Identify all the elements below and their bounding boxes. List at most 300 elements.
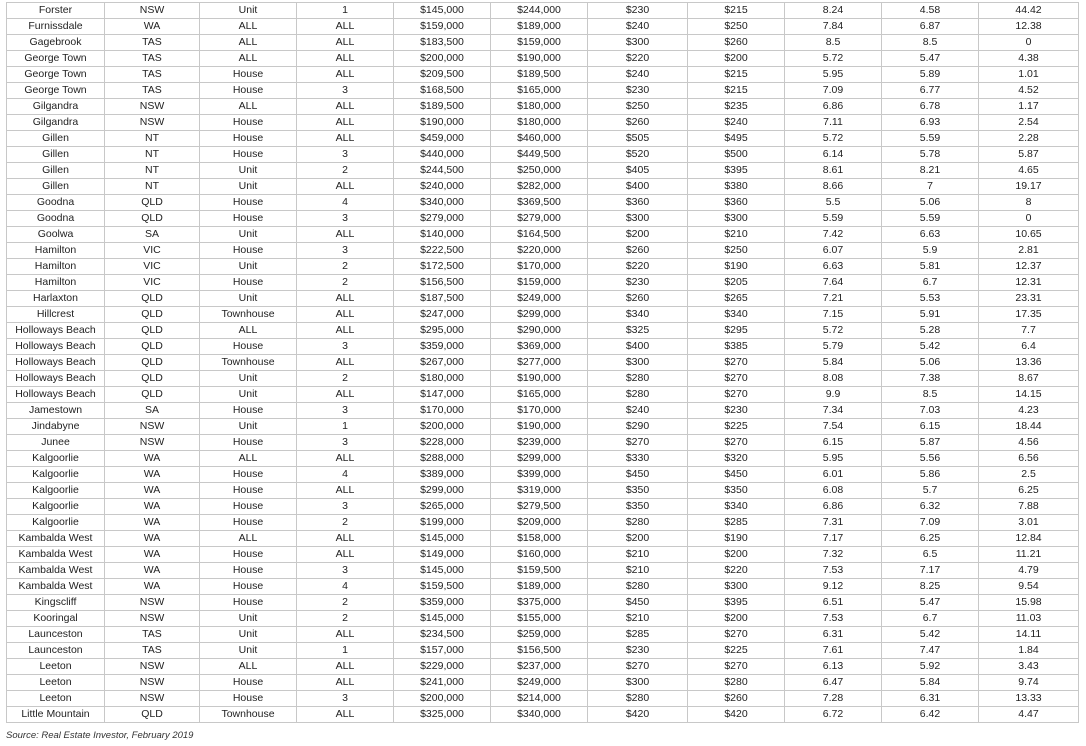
cell-yield-b: 8.5: [882, 387, 979, 403]
cell-state: NSW: [105, 435, 200, 451]
cell-property-type: House: [200, 563, 297, 579]
cell-property-type: House: [200, 675, 297, 691]
cell-median-price-a: $145,000: [394, 563, 491, 579]
cell-change: 4.65: [979, 163, 1079, 179]
table-row: [7, 323, 1079, 339]
cell-property-type: Townhouse: [200, 307, 297, 323]
cell-yield-a: 7.21: [785, 291, 882, 307]
cell-yield-a: 8.5: [785, 35, 882, 51]
cell-suburb: Forster: [7, 3, 105, 19]
cell-property-type: House: [200, 195, 297, 211]
cell-state: VIC: [105, 259, 200, 275]
cell-median-price-a: $187,500: [394, 291, 491, 307]
cell-rent-b: $225: [688, 643, 785, 659]
cell-yield-a: 6.01: [785, 467, 882, 483]
cell-median-price-a: $159,500: [394, 579, 491, 595]
cell-yield-a: 6.51: [785, 595, 882, 611]
cell-rent-a: $210: [588, 563, 688, 579]
cell-yield-a: 6.15: [785, 435, 882, 451]
cell-median-price-a: $149,000: [394, 547, 491, 563]
cell-median-price-a: $241,000: [394, 675, 491, 691]
cell-state: WA: [105, 531, 200, 547]
cell-bedrooms: 4: [297, 579, 394, 595]
cell-yield-a: 5.79: [785, 339, 882, 355]
cell-rent-b: $250: [688, 243, 785, 259]
cell-yield-a: 8.66: [785, 179, 882, 195]
cell-yield-b: 5.59: [882, 211, 979, 227]
cell-property-type: Unit: [200, 371, 297, 387]
table-row: [7, 83, 1079, 99]
cell-yield-b: 8.25: [882, 579, 979, 595]
cell-yield-b: 5.84: [882, 675, 979, 691]
data-table: [6, 2, 1079, 723]
cell-yield-a: 5.72: [785, 323, 882, 339]
cell-yield-a: 9.12: [785, 579, 882, 595]
cell-yield-b: 5.78: [882, 147, 979, 163]
cell-rent-b: $270: [688, 659, 785, 675]
cell-state: WA: [105, 467, 200, 483]
cell-bedrooms: 2: [297, 611, 394, 627]
cell-rent-a: $270: [588, 435, 688, 451]
cell-yield-b: 5.47: [882, 51, 979, 67]
table-row: [7, 307, 1079, 323]
cell-rent-a: $270: [588, 659, 688, 675]
cell-rent-a: $250: [588, 99, 688, 115]
cell-rent-b: $200: [688, 51, 785, 67]
cell-state: TAS: [105, 627, 200, 643]
cell-bedrooms: 2: [297, 371, 394, 387]
cell-yield-a: 8.08: [785, 371, 882, 387]
cell-property-type: House: [200, 339, 297, 355]
cell-suburb: George Town: [7, 67, 105, 83]
cell-bedrooms: ALL: [297, 179, 394, 195]
cell-bedrooms: 2: [297, 515, 394, 531]
cell-bedrooms: ALL: [297, 547, 394, 563]
cell-change: 6.56: [979, 451, 1079, 467]
cell-median-price-b: $170,000: [491, 403, 588, 419]
table-row: [7, 259, 1079, 275]
cell-rent-b: $380: [688, 179, 785, 195]
cell-change: 8.67: [979, 371, 1079, 387]
cell-rent-b: $320: [688, 451, 785, 467]
cell-yield-a: 7.34: [785, 403, 882, 419]
cell-rent-b: $200: [688, 547, 785, 563]
cell-rent-b: $285: [688, 515, 785, 531]
cell-rent-b: $270: [688, 627, 785, 643]
cell-change: 11.21: [979, 547, 1079, 563]
cell-state: NSW: [105, 595, 200, 611]
cell-state: WA: [105, 499, 200, 515]
cell-rent-a: $210: [588, 611, 688, 627]
cell-yield-b: 5.7: [882, 483, 979, 499]
cell-yield-b: 5.59: [882, 131, 979, 147]
cell-median-price-b: $156,500: [491, 643, 588, 659]
cell-state: QLD: [105, 355, 200, 371]
cell-rent-a: $400: [588, 179, 688, 195]
cell-rent-a: $240: [588, 67, 688, 83]
cell-yield-b: 5.87: [882, 435, 979, 451]
cell-median-price-a: $340,000: [394, 195, 491, 211]
cell-rent-b: $205: [688, 275, 785, 291]
cell-property-type: House: [200, 691, 297, 707]
cell-rent-b: $300: [688, 211, 785, 227]
cell-median-price-a: $156,500: [394, 275, 491, 291]
cell-rent-a: $280: [588, 387, 688, 403]
cell-state: QLD: [105, 195, 200, 211]
cell-state: WA: [105, 563, 200, 579]
cell-yield-b: 5.81: [882, 259, 979, 275]
cell-median-price-b: $158,000: [491, 531, 588, 547]
cell-median-price-a: $244,500: [394, 163, 491, 179]
cell-suburb: Holloways Beach: [7, 371, 105, 387]
cell-property-type: House: [200, 275, 297, 291]
cell-bedrooms: ALL: [297, 531, 394, 547]
cell-median-price-b: $159,000: [491, 35, 588, 51]
cell-rent-b: $495: [688, 131, 785, 147]
cell-property-type: Unit: [200, 387, 297, 403]
table-row: [7, 531, 1079, 547]
cell-change: 4.56: [979, 435, 1079, 451]
cell-yield-b: 7.09: [882, 515, 979, 531]
cell-median-price-b: $279,500: [491, 499, 588, 515]
cell-suburb: Leeton: [7, 659, 105, 675]
cell-rent-b: $210: [688, 227, 785, 243]
cell-change: 7.88: [979, 499, 1079, 515]
cell-bedrooms: 2: [297, 259, 394, 275]
data-table-container: [6, 2, 1078, 723]
cell-median-price-b: $259,000: [491, 627, 588, 643]
cell-median-price-b: $160,000: [491, 547, 588, 563]
cell-yield-a: 8.24: [785, 3, 882, 19]
cell-rent-a: $260: [588, 243, 688, 259]
cell-rent-b: $340: [688, 499, 785, 515]
cell-state: WA: [105, 547, 200, 563]
cell-bedrooms: ALL: [297, 35, 394, 51]
cell-yield-a: 6.08: [785, 483, 882, 499]
cell-state: WA: [105, 451, 200, 467]
table-row: [7, 547, 1079, 563]
table-row: [7, 435, 1079, 451]
cell-yield-a: 5.84: [785, 355, 882, 371]
cell-yield-a: 7.53: [785, 563, 882, 579]
cell-rent-b: $250: [688, 19, 785, 35]
cell-bedrooms: 4: [297, 195, 394, 211]
cell-bedrooms: ALL: [297, 115, 394, 131]
cell-bedrooms: ALL: [297, 659, 394, 675]
table-row: [7, 339, 1079, 355]
table-row: [7, 611, 1079, 627]
cell-suburb: Jindabyne: [7, 419, 105, 435]
cell-property-type: ALL: [200, 531, 297, 547]
cell-suburb: Kalgoorlie: [7, 467, 105, 483]
cell-state: TAS: [105, 83, 200, 99]
cell-state: NSW: [105, 611, 200, 627]
cell-property-type: Unit: [200, 227, 297, 243]
cell-state: QLD: [105, 211, 200, 227]
cell-change: 12.38: [979, 19, 1079, 35]
cell-rent-b: $215: [688, 83, 785, 99]
cell-rent-b: $270: [688, 371, 785, 387]
cell-rent-a: $360: [588, 195, 688, 211]
cell-median-price-a: $295,000: [394, 323, 491, 339]
cell-yield-a: 7.11: [785, 115, 882, 131]
cell-yield-a: 7.61: [785, 643, 882, 659]
cell-rent-b: $240: [688, 115, 785, 131]
cell-bedrooms: 2: [297, 275, 394, 291]
cell-state: VIC: [105, 275, 200, 291]
cell-property-type: ALL: [200, 19, 297, 35]
cell-yield-a: 7.32: [785, 547, 882, 563]
cell-rent-a: $230: [588, 643, 688, 659]
cell-change: 1.01: [979, 67, 1079, 83]
cell-bedrooms: 3: [297, 563, 394, 579]
cell-property-type: House: [200, 515, 297, 531]
cell-change: 4.38: [979, 51, 1079, 67]
cell-state: NSW: [105, 115, 200, 131]
cell-yield-b: 5.53: [882, 291, 979, 307]
cell-yield-b: 5.56: [882, 451, 979, 467]
cell-yield-b: 7: [882, 179, 979, 195]
cell-yield-a: 6.63: [785, 259, 882, 275]
cell-bedrooms: ALL: [297, 627, 394, 643]
cell-bedrooms: ALL: [297, 387, 394, 403]
cell-yield-b: 8.5: [882, 35, 979, 51]
cell-yield-a: 5.72: [785, 131, 882, 147]
cell-yield-a: 5.95: [785, 451, 882, 467]
cell-suburb: Goodna: [7, 211, 105, 227]
cell-change: 2.28: [979, 131, 1079, 147]
cell-rent-a: $200: [588, 531, 688, 547]
cell-median-price-b: $190,000: [491, 51, 588, 67]
cell-rent-a: $280: [588, 371, 688, 387]
cell-bedrooms: ALL: [297, 323, 394, 339]
table-row: [7, 355, 1079, 371]
cell-suburb: Kambalda West: [7, 531, 105, 547]
cell-rent-a: $260: [588, 115, 688, 131]
cell-median-price-b: $449,500: [491, 147, 588, 163]
cell-rent-a: $210: [588, 547, 688, 563]
cell-suburb: Holloways Beach: [7, 339, 105, 355]
cell-change: 44.42: [979, 3, 1079, 19]
cell-yield-b: 6.7: [882, 611, 979, 627]
cell-yield-a: 7.64: [785, 275, 882, 291]
cell-change: 9.54: [979, 579, 1079, 595]
cell-state: NSW: [105, 675, 200, 691]
table-row: [7, 243, 1079, 259]
cell-yield-b: 7.38: [882, 371, 979, 387]
cell-median-price-a: $234,500: [394, 627, 491, 643]
cell-bedrooms: 3: [297, 691, 394, 707]
cell-rent-b: $280: [688, 675, 785, 691]
cell-yield-b: 5.06: [882, 355, 979, 371]
cell-rent-b: $260: [688, 691, 785, 707]
cell-change: 11.03: [979, 611, 1079, 627]
table-body: [7, 3, 1079, 723]
cell-rent-b: $270: [688, 435, 785, 451]
cell-rent-b: $190: [688, 259, 785, 275]
cell-median-price-b: $282,000: [491, 179, 588, 195]
cell-bedrooms: ALL: [297, 227, 394, 243]
cell-change: 14.15: [979, 387, 1079, 403]
cell-property-type: Unit: [200, 163, 297, 179]
cell-change: 9.74: [979, 675, 1079, 691]
cell-state: TAS: [105, 643, 200, 659]
cell-rent-b: $215: [688, 3, 785, 19]
cell-yield-a: 5.72: [785, 51, 882, 67]
cell-rent-a: $200: [588, 227, 688, 243]
cell-property-type: Unit: [200, 3, 297, 19]
cell-suburb: Gilgandra: [7, 99, 105, 115]
cell-rent-a: $300: [588, 675, 688, 691]
cell-property-type: House: [200, 547, 297, 563]
cell-median-price-a: $145,000: [394, 531, 491, 547]
cell-change: 18.44: [979, 419, 1079, 435]
cell-yield-a: 9.9: [785, 387, 882, 403]
cell-suburb: Holloways Beach: [7, 355, 105, 371]
cell-bedrooms: 2: [297, 163, 394, 179]
cell-bedrooms: ALL: [297, 67, 394, 83]
cell-suburb: George Town: [7, 83, 105, 99]
cell-state: VIC: [105, 243, 200, 259]
table-row: [7, 51, 1079, 67]
cell-rent-b: $350: [688, 483, 785, 499]
cell-yield-b: 5.92: [882, 659, 979, 675]
cell-change: 1.17: [979, 99, 1079, 115]
cell-yield-b: 6.42: [882, 707, 979, 723]
cell-median-price-a: $299,000: [394, 483, 491, 499]
cell-median-price-a: $240,000: [394, 179, 491, 195]
cell-bedrooms: 3: [297, 243, 394, 259]
cell-yield-a: 6.47: [785, 675, 882, 691]
cell-property-type: House: [200, 83, 297, 99]
cell-bedrooms: ALL: [297, 19, 394, 35]
cell-rent-b: $300: [688, 579, 785, 595]
cell-median-price-a: $359,000: [394, 595, 491, 611]
cell-state: QLD: [105, 707, 200, 723]
cell-bedrooms: 3: [297, 339, 394, 355]
cell-bedrooms: ALL: [297, 707, 394, 723]
cell-median-price-b: $220,000: [491, 243, 588, 259]
cell-rent-a: $300: [588, 35, 688, 51]
cell-state: NSW: [105, 659, 200, 675]
cell-suburb: Gilgandra: [7, 115, 105, 131]
cell-property-type: Unit: [200, 627, 297, 643]
table-row: [7, 3, 1079, 19]
cell-suburb: Kalgoorlie: [7, 515, 105, 531]
cell-median-price-a: $180,000: [394, 371, 491, 387]
cell-median-price-b: $164,500: [491, 227, 588, 243]
cell-yield-a: 6.31: [785, 627, 882, 643]
cell-yield-a: 6.13: [785, 659, 882, 675]
table-row: [7, 467, 1079, 483]
cell-median-price-a: $229,000: [394, 659, 491, 675]
cell-state: NT: [105, 179, 200, 195]
cell-yield-b: 5.28: [882, 323, 979, 339]
source-caption: Source: Real Estate Investor, February 2019: [6, 730, 194, 741]
cell-yield-a: 7.31: [785, 515, 882, 531]
table-row: [7, 675, 1079, 691]
cell-property-type: House: [200, 243, 297, 259]
cell-change: 15.98: [979, 595, 1079, 611]
cell-suburb: Gagebrook: [7, 35, 105, 51]
cell-median-price-b: $189,000: [491, 19, 588, 35]
cell-suburb: Launceston: [7, 643, 105, 659]
cell-property-type: House: [200, 483, 297, 499]
cell-rent-b: $395: [688, 163, 785, 179]
cell-median-price-a: $359,000: [394, 339, 491, 355]
cell-property-type: Unit: [200, 419, 297, 435]
cell-bedrooms: ALL: [297, 675, 394, 691]
cell-rent-b: $340: [688, 307, 785, 323]
cell-change: 2.5: [979, 467, 1079, 483]
cell-state: WA: [105, 515, 200, 531]
cell-suburb: Gillen: [7, 179, 105, 195]
cell-yield-b: 6.15: [882, 419, 979, 435]
table-row: [7, 19, 1079, 35]
cell-rent-b: $420: [688, 707, 785, 723]
cell-median-price-b: $239,000: [491, 435, 588, 451]
cell-rent-a: $280: [588, 691, 688, 707]
cell-median-price-b: $190,000: [491, 371, 588, 387]
cell-yield-b: 8.21: [882, 163, 979, 179]
cell-median-price-b: $189,000: [491, 579, 588, 595]
table-row: [7, 579, 1079, 595]
cell-bedrooms: 1: [297, 419, 394, 435]
cell-change: 12.84: [979, 531, 1079, 547]
table-row: [7, 179, 1079, 195]
cell-property-type: House: [200, 131, 297, 147]
cell-rent-a: $285: [588, 627, 688, 643]
cell-property-type: Unit: [200, 643, 297, 659]
table-row: [7, 707, 1079, 723]
cell-bedrooms: 1: [297, 643, 394, 659]
table-row: [7, 371, 1079, 387]
cell-bedrooms: ALL: [297, 355, 394, 371]
cell-state: TAS: [105, 51, 200, 67]
cell-yield-b: 6.78: [882, 99, 979, 115]
cell-bedrooms: ALL: [297, 307, 394, 323]
cell-median-price-b: $369,000: [491, 339, 588, 355]
cell-state: QLD: [105, 387, 200, 403]
cell-median-price-a: $228,000: [394, 435, 491, 451]
cell-property-type: House: [200, 435, 297, 451]
cell-yield-b: 6.25: [882, 531, 979, 547]
cell-rent-a: $300: [588, 211, 688, 227]
cell-change: 3.43: [979, 659, 1079, 675]
cell-suburb: Kambalda West: [7, 547, 105, 563]
cell-suburb: George Town: [7, 51, 105, 67]
cell-yield-a: 7.09: [785, 83, 882, 99]
cell-median-price-b: $189,500: [491, 67, 588, 83]
cell-yield-a: 5.5: [785, 195, 882, 211]
cell-property-type: ALL: [200, 99, 297, 115]
cell-median-price-a: $159,000: [394, 19, 491, 35]
cell-yield-b: 6.32: [882, 499, 979, 515]
cell-median-price-a: $145,000: [394, 611, 491, 627]
cell-change: 10.65: [979, 227, 1079, 243]
cell-property-type: House: [200, 467, 297, 483]
cell-yield-b: 7.47: [882, 643, 979, 659]
cell-bedrooms: ALL: [297, 291, 394, 307]
cell-yield-a: 7.17: [785, 531, 882, 547]
cell-change: 2.81: [979, 243, 1079, 259]
cell-rent-b: $200: [688, 611, 785, 627]
cell-rent-a: $325: [588, 323, 688, 339]
cell-change: 4.23: [979, 403, 1079, 419]
cell-property-type: House: [200, 595, 297, 611]
cell-property-type: Unit: [200, 611, 297, 627]
cell-bedrooms: 3: [297, 403, 394, 419]
